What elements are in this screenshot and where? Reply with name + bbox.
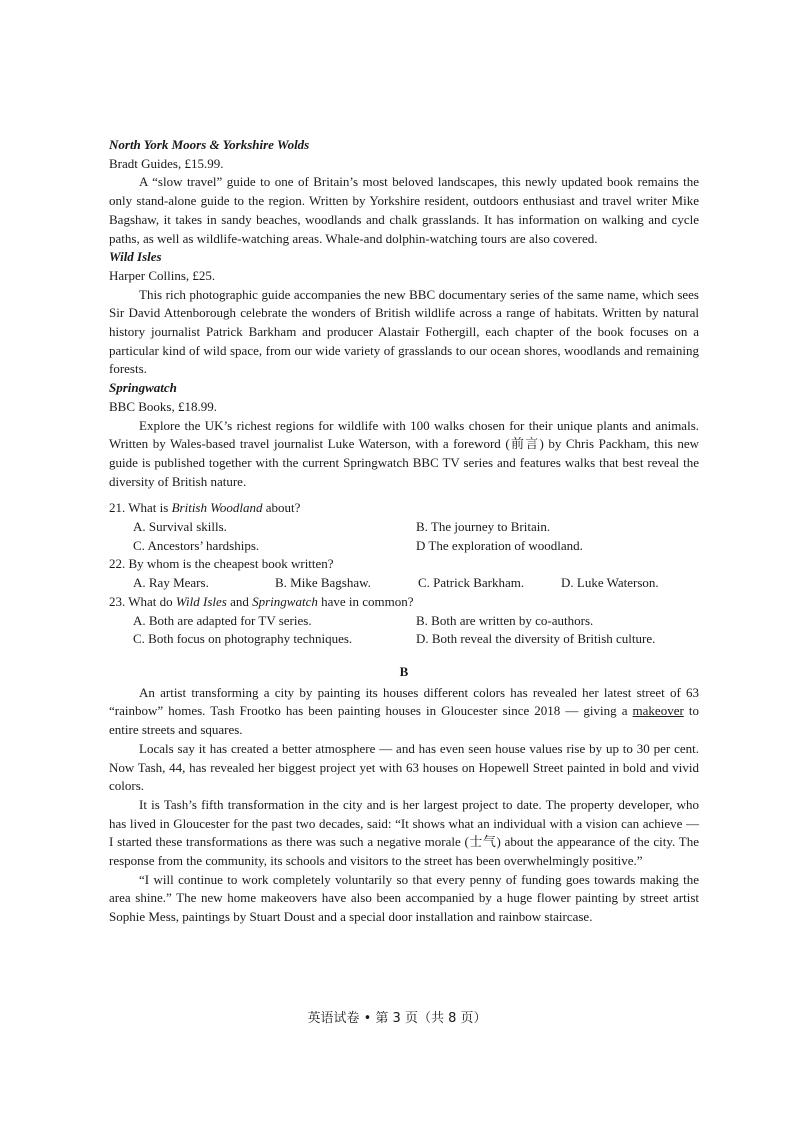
section-b-heading: B [399,663,409,679]
book-entry-springwatch [109,379,699,491]
option-d[interactable]: D The exploration of woodland. [416,537,583,553]
book-entry-wild-isles [109,248,699,379]
question-21 [109,499,699,518]
option-a[interactable]: A. Ray Mears. [133,575,209,591]
question-text: 21. What is [109,500,172,516]
question-23-options [109,630,699,649]
option-a[interactable]: A. Survival skills. [133,519,227,535]
book-publisher: Bradt Guides, £15.99. [109,155,224,171]
option-b[interactable]: B. Mike Bagshaw. [275,575,371,591]
option-a[interactable]: A. Both are adapted for TV series. [133,612,312,628]
question-23 [109,593,699,612]
option-c[interactable]: C. Patrick Barkham. [418,575,525,591]
questions [109,499,699,649]
book-title: Springwatch [109,380,177,396]
question-text: 23. What do [109,593,176,609]
book-entry-north-york [109,136,699,248]
question-21-options [109,518,699,537]
section-b-paragraph-3: It is Tash’s fifth transformation in the city and is her largest project to date. The property developer, who has lived in Gloucester for the past two decades, said: “It shows what an individual with a vision can achieve — I started these transformations as there was such a negative morale (士气) about the appearance of the city. The response from the community, its schools and visitors to the street has been overwhelmingly positive.” [109,796,699,869]
book-publisher: BBC Books, £18.99. [109,398,217,414]
question-23-options [109,612,699,631]
paragraph-text: An artist transforming a city by painting its houses different colors has revealed her latest street of 63 “rainbow” homes. Tash Frootko has been painting houses in Gloucester since 2018 — giving a [109,684,699,719]
book-title: North York Moors & Yorkshire Wolds [109,137,310,152]
book-title: Wild Isles [109,249,162,265]
underlined-word: makeover [632,703,684,719]
option-b[interactable]: B. Both are written by co-authors. [416,612,594,628]
option-d[interactable]: D. Both reveal the diversity of British culture. [416,631,656,647]
question-21-options [109,537,699,556]
question-italic: British Woodland [171,500,263,516]
question-text: and [226,593,253,609]
question-22-options [109,574,699,593]
section-b-paragraph-4: “I will continue to work completely voluntarily so that every penny of funding goes towards making the area shine.” The new home makeovers have also been accompanied by a huge flower painting by street artist Sophie Mess, paintings by Stuart Doust and a special door installation and rainbow staircase. [109,871,699,925]
page-footer: 英语试卷 • 第 3 页（共 8 页） [307,1011,487,1026]
section-b-paragraph-2: Locals say it has created a better atmosphere — and has even seen house values rise by up to 30 per cent. Now Tash, 44, has revealed her biggest project yet with 63 houses on Hopewell Street painted in bold and vivid colors. [109,740,699,794]
section-b-paragraph-1 [109,684,699,740]
book-description: A “slow travel” guide to one of Britain’s most beloved landscapes, this newly updated book remains the only stand-alone guide to the region. Written by Yorkshire resident, outdoors enthusiast and travel writer Mike Bagshaw, it takes in sandy beaches, woodlands and chalk grasslands. It has information on walking and cycle paths, as well as wildlife-watching areas. Whale-and dolphin-watching tours are also covered. [109,174,699,246]
question-text: have in common? [317,593,414,609]
question-italic: Wild Isles [175,593,227,609]
book-publisher: Harper Collins, £25. [109,267,216,283]
option-d[interactable]: D. Luke Waterson. [561,575,659,591]
book-description: This rich photographic guide accompanies the new BBC documentary series of the same name, which sees Sir David Attenborough celebrate the wonders of British wildlife across a range of habitats. Written by natural history journalist Patrick Barkham and producer Alastair Fothergill, each chapter of the book focuses on a particular kind of wild space, from our wide variety of grasslands to our ocean shores, woodlands and remaining forests. [109,286,699,377]
option-c[interactable]: C. Ancestors’ hardships. [133,537,260,553]
page-content [109,136,699,927]
question-text: about? [262,500,301,516]
option-c[interactable]: C. Both focus on photography techniques. [133,631,353,647]
question-22: 22. By whom is the cheapest book written? [109,556,334,572]
paragraph-text: to entire streets and squares. [109,703,699,738]
book-description: Explore the UK’s richest regions for wildlife with 100 walks chosen for their unique plants and animals. Written by Wales-based travel journalist Luke Waterson, with a foreword (前言) by Chris Packham, this new guide is published together with the current Springwatch BBC TV series and features walks that best reveal the diversity of British nature. [109,417,699,489]
question-italic: Springwatch [252,593,318,609]
option-b[interactable]: B. The journey to Britain. [416,519,551,535]
